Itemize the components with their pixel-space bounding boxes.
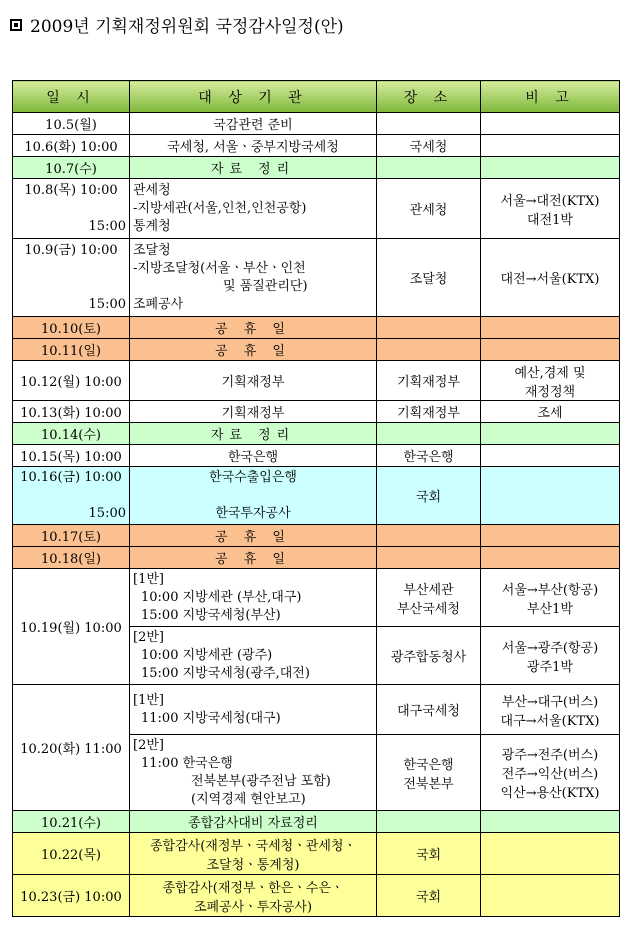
agency-line: 조달청ㆍ통계청) — [206, 857, 300, 873]
place-cell — [377, 547, 481, 569]
agency-line: -지방세관(서울,인천,인천공항) — [133, 200, 307, 216]
agency-line: 11:00 한국은행 — [141, 755, 233, 771]
place-cell: 조달청 — [377, 239, 481, 317]
agency-cell — [130, 685, 377, 735]
date-cell: 10.12(월) 10:00 — [13, 361, 130, 401]
team-label: [2반] — [133, 629, 164, 645]
time-text: 15:00 — [88, 505, 126, 521]
date-cell: 10.13(화) 10:00 — [13, 401, 130, 423]
agency-cell: 기획재정부 — [130, 361, 377, 401]
note-cell — [481, 735, 620, 811]
table-row — [13, 157, 620, 179]
team-label: [2반] — [133, 737, 164, 753]
date-cell: 10.21(수) — [13, 811, 130, 833]
place-cell: 기획재정부 — [377, 401, 481, 423]
note-line: 재정정책 — [524, 384, 576, 400]
agency-line: 한국수출입은행 — [209, 469, 297, 485]
place-cell: 기획재정부 — [377, 361, 481, 401]
agency-line: 11:00 지방국세청(대구) — [141, 710, 281, 726]
agency-cell: 공 휴 일 — [130, 339, 377, 361]
table-row — [13, 547, 620, 569]
date-text: 10.16(금) 10:00 — [20, 469, 122, 485]
note-line: 광주1박 — [527, 659, 573, 675]
note-cell — [481, 525, 620, 547]
place-cell: 한국은행 — [377, 445, 481, 467]
place-cell: 국회 — [377, 875, 481, 917]
agency-cell — [130, 179, 377, 239]
place-cell — [377, 525, 481, 547]
note-cell — [481, 875, 620, 917]
note-cell — [481, 445, 620, 467]
agency-cell — [130, 833, 377, 875]
note-cell — [481, 467, 620, 525]
place-cell: 국회 — [377, 833, 481, 875]
table-row — [13, 685, 620, 735]
place-cell — [377, 113, 481, 135]
table-row — [13, 339, 620, 361]
date-cell: 10.10(토) — [13, 317, 130, 339]
date-cell: 10.22(목) — [13, 833, 130, 875]
agency-line: 15:00 지방국세청(부산) — [141, 607, 281, 623]
note-cell — [481, 339, 620, 361]
place-line: 부산세관 — [403, 582, 454, 598]
time-text: 15:00 — [88, 296, 126, 312]
note-cell — [481, 135, 620, 157]
agency-cell: 공 휴 일 — [130, 525, 377, 547]
agency-cell: 국감관련 준비 — [130, 113, 377, 135]
note-line: 서울→대전(KTX) — [500, 193, 600, 209]
agency-cell — [130, 569, 377, 627]
place-cell: 광주합동청사 — [377, 627, 481, 685]
place-cell: 관세청 — [377, 179, 481, 239]
place-cell — [377, 339, 481, 361]
team-label: [1반] — [133, 571, 164, 587]
team-label: [1반] — [133, 692, 164, 708]
agency-line: 조달청 — [133, 242, 171, 258]
agency-line: 종합감사(재정부ㆍ국세청ㆍ관세청ㆍ — [150, 838, 356, 854]
note-line: 익산→용산(KTX) — [500, 786, 600, 801]
time-text: 15:00 — [88, 218, 126, 234]
place-line: 한국은행 — [403, 757, 454, 773]
agency-line: (지역경제 현안보고) — [191, 791, 306, 807]
date-cell: 10.6(화) 10:00 — [13, 135, 130, 157]
agency-cell — [130, 239, 377, 317]
date-cell — [13, 467, 130, 525]
note-line: 광주→전주(버스) — [501, 748, 599, 763]
place-cell: 국회 — [377, 467, 481, 525]
agency-cell — [130, 627, 377, 685]
date-cell: 10.14(수) — [13, 423, 130, 445]
note-line: 부산1박 — [527, 601, 573, 617]
agency-line: 15:00 지방국세청(광주,대전) — [141, 665, 310, 681]
note-line: 대전1박 — [527, 212, 573, 228]
agency-line: 조폐공사ㆍ투자공사) — [193, 899, 313, 915]
date-cell: 10.17(토) — [13, 525, 130, 547]
date-text: 10.9(금) 10:00 — [24, 242, 118, 258]
date-cell: 10.15(목) 10:00 — [13, 445, 130, 467]
table-row — [13, 445, 620, 467]
table-row — [13, 179, 620, 239]
agency-line: 전북본부(광주전남 포함) — [191, 773, 331, 789]
date-text: 10.8(목) 10:00 — [24, 182, 118, 198]
date-cell: 10.19(월) 10:00 — [13, 569, 130, 685]
note-line: 전주→익산(버스) — [501, 767, 599, 782]
agency-line: 종합감사(재정부ㆍ한은ㆍ수은ㆍ — [162, 880, 344, 896]
header-row — [13, 81, 620, 113]
place-cell — [377, 735, 481, 811]
agency-line: -지방조달청(서울ㆍ부산ㆍ인천 — [133, 260, 306, 276]
note-cell — [481, 811, 620, 833]
agency-line: 10:00 지방세관 (부산,대구) — [141, 589, 302, 605]
place-cell — [377, 423, 481, 445]
note-cell — [481, 179, 620, 239]
agency-line: 관세청 — [133, 182, 171, 198]
table-row — [13, 317, 620, 339]
note-cell — [481, 833, 620, 875]
agency-line: 한국투자공사 — [215, 505, 291, 521]
agency-cell: 공 휴 일 — [130, 547, 377, 569]
agency-cell: 자료 정리 — [130, 157, 377, 179]
table-row — [13, 401, 620, 423]
note-cell — [481, 157, 620, 179]
date-cell — [13, 179, 130, 239]
table-row — [13, 239, 620, 317]
agency-cell: 국세청, 서울ㆍ중부지방국세청 — [130, 135, 377, 157]
note-line: 서울→부산(항공) — [501, 582, 599, 598]
note-cell: 조세 — [481, 401, 620, 423]
note-line: 예산,경제 및 — [514, 365, 586, 381]
table-row — [13, 811, 620, 833]
square-bullet-icon — [10, 19, 22, 31]
date-cell: 10.23(금) 10:00 — [13, 875, 130, 917]
table-row — [13, 135, 620, 157]
agency-cell: 기획재정부 — [130, 401, 377, 423]
date-cell — [13, 239, 130, 317]
agency-cell: 종합감사대비 자료정리 — [130, 811, 377, 833]
table-row — [13, 467, 620, 525]
date-cell: 10.5(월) — [13, 113, 130, 135]
header-place: 장 소 — [377, 81, 481, 113]
note-cell — [481, 627, 620, 685]
agency-cell — [130, 467, 377, 525]
note-line: 부산→대구(버스) — [501, 694, 599, 710]
agency-cell: 한국은행 — [130, 445, 377, 467]
agency-line: 통계청 — [133, 218, 171, 234]
table-row — [13, 525, 620, 547]
header-datetime: 일 시 — [13, 81, 130, 113]
agency-cell — [130, 735, 377, 811]
date-cell: 10.20(화) 11:00 — [13, 685, 130, 811]
note-line: 대구→서울(KTX) — [500, 713, 600, 729]
place-line: 부산국세청 — [397, 601, 460, 617]
schedule-table — [12, 80, 620, 917]
note-cell: 대전→서울(KTX) — [481, 239, 620, 317]
header-agency: 대 상 기 관 — [130, 81, 377, 113]
note-cell — [481, 361, 620, 401]
table-row — [13, 113, 620, 135]
place-cell — [377, 811, 481, 833]
note-cell — [481, 569, 620, 627]
table-row — [13, 875, 620, 917]
agency-line: 조폐공사 — [133, 296, 184, 312]
agency-cell: 공 휴 일 — [130, 317, 377, 339]
table-row — [13, 833, 620, 875]
note-cell — [481, 317, 620, 339]
note-cell — [481, 685, 620, 735]
table-row — [13, 423, 620, 445]
table-row — [13, 361, 620, 401]
place-cell — [377, 157, 481, 179]
agency-line: 10:00 지방세관 (광주) — [141, 647, 273, 663]
place-cell: 국세청 — [377, 135, 481, 157]
note-line: 서울→광주(항공) — [501, 640, 599, 656]
note-cell — [481, 113, 620, 135]
page-title — [10, 12, 344, 37]
note-cell — [481, 547, 620, 569]
date-cell: 10.11(일) — [13, 339, 130, 361]
agency-cell — [130, 875, 377, 917]
date-cell: 10.18(일) — [13, 547, 130, 569]
agency-line: 및 품질관리단) — [223, 278, 308, 294]
title-text: 2009년 기획재정위원회 국정감사일정(안) — [30, 17, 344, 37]
date-cell: 10.7(수) — [13, 157, 130, 179]
table-row — [13, 569, 620, 627]
place-line: 전북본부 — [403, 776, 454, 792]
note-cell — [481, 423, 620, 445]
agency-cell: 자료 정리 — [130, 423, 377, 445]
place-cell: 대구국세청 — [377, 685, 481, 735]
header-note: 비 고 — [481, 81, 620, 113]
place-cell — [377, 569, 481, 627]
place-cell — [377, 317, 481, 339]
